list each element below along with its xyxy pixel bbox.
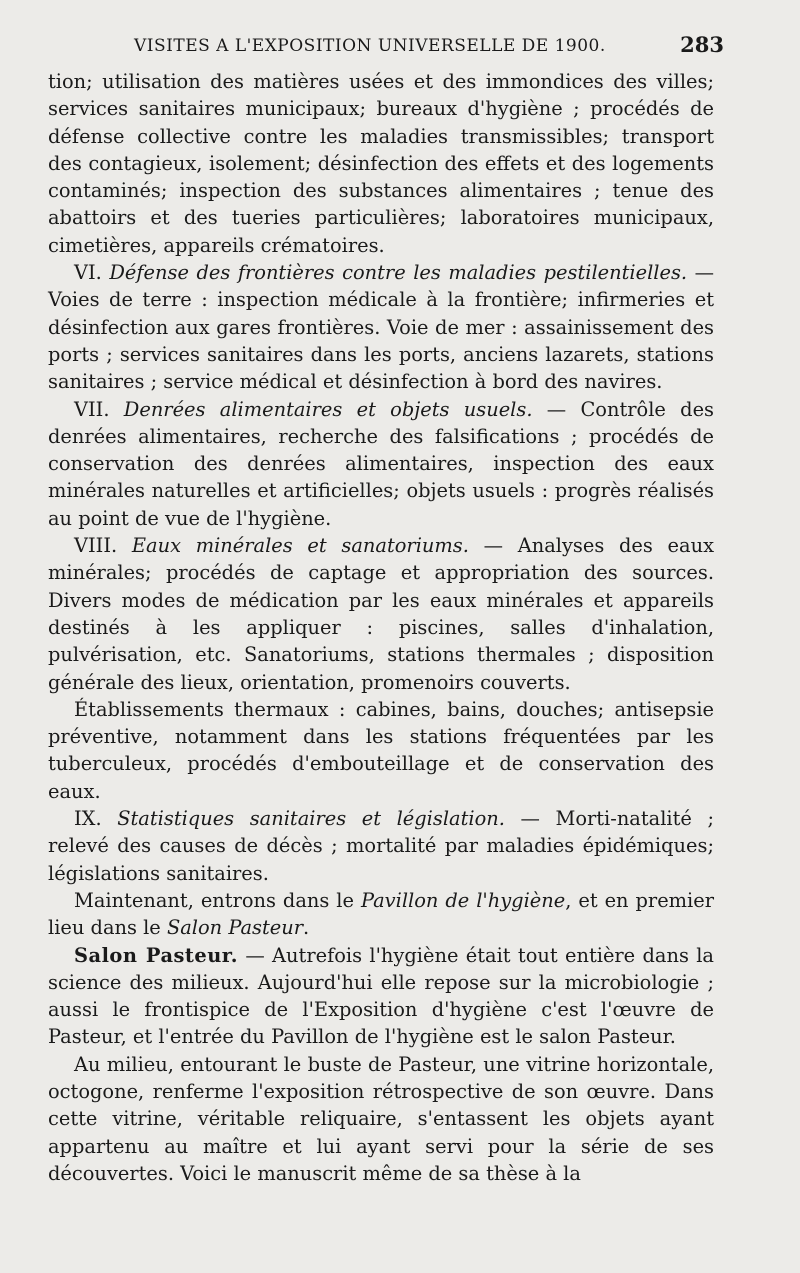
section-text: — Autrefois l'hygiène était tout entière dans la science des milieux. Aujourd'hui elle repose sur la microbiologie ; aussi le frontispice de l'Exposition d'hygiène c'est l'œuvre de Pasteur, et l'entrée du Pavillon de l'hygiène est le salon Pasteur. <box>48 943 714 1049</box>
section-title: Défense des frontières contre les maladies pestilentielles. <box>109 261 688 285</box>
paragraph-vitrine: Au milieu, entourant le buste de Pasteur, une vitrine horizontale, octogone, renferme l'exposition rétrospective de son œuvre. Dans cette vitrine, véritable reliquaire, s'entassent les objets ayant appartenu au maître et lui ayant servi pour la série de ses découvertes. Voici le manuscrit même de sa thèse à la <box>48 1052 714 1185</box>
page-number: 283 <box>680 32 724 57</box>
paragraph-section-vi <box>48 259 714 395</box>
paragraph-salon-pasteur <box>48 942 714 1051</box>
section-title: Eaux minérales et sanatoriums. <box>131 534 469 558</box>
section-text: — Morti-natalité ; relevé des causes de décès ; mortalité par maladies épidémiques; législations sanitaires. <box>48 807 714 885</box>
text-run: . <box>303 916 310 940</box>
italic-run: Salon Pasteur <box>166 916 304 940</box>
paragraph-section-ix <box>48 805 714 887</box>
paragraph-maintenant <box>48 887 714 942</box>
paragraph-continued: tion; utilisation des matières usées et des immondices des villes; services sanitaires municipaux; bureaux d'hygiène ; procédés de défense collective contre les maladies transmissibles; transport des contagieux, isolement; désinfection des effets et des logements contaminés; inspection des substances alimentaires ; tenue des abattoirs et des tueries particulières; laboratoires municipaux, cimetières, appareils crématoires. <box>48 70 714 257</box>
section-number: VII. <box>74 397 110 421</box>
section-number: VI. <box>74 261 102 285</box>
section-title: Denrées alimentaires et objets usuels. <box>123 397 533 421</box>
section-text: — Analyses des eaux minérales; procédés de captage et appropriation des sources. Divers modes de médication par les eaux minérales et appareils destinés à les appliquer : piscines, salles d'inhalation, pulvérisation, etc. Sanatoriums, stations thermales ; disposition générale des lieux, orientation, promenoirs couverts. <box>48 534 715 694</box>
page-header <box>48 32 724 62</box>
body-text <box>48 68 714 1187</box>
section-title: Statistiques sanitaires et législation. <box>117 807 505 831</box>
italic-run: Pavillon de l'hygiène <box>360 888 566 912</box>
running-title: VISITES A L'EXPOSITION UNIVERSELLE DE 1900. <box>134 36 606 56</box>
paragraph-section-vii <box>48 396 714 532</box>
section-text: — Contrôle des denrées alimentaires, recherche des falsifications ; procédés de conservation des denrées alimentaires, inspection des eaux minérales naturelles et artificielles; objets usuels : progrès réalisés au point de vue de l'hygiène. <box>48 397 714 530</box>
section-number: IX. <box>74 807 102 831</box>
bold-lead: Salon Pasteur. <box>74 943 238 967</box>
section-text: — Voies de terre : inspection médicale à la frontière; infirmeries et désinfection aux gares frontières. Voie de mer : assainissement des ports ; services sanitaires dans les ports, anciens lazarets, stations sanitaires ; service médical et désinfection à bord des navires. <box>48 261 714 394</box>
paragraph-section-viii <box>48 532 714 696</box>
text-run: Maintenant, entrons dans le <box>74 888 361 912</box>
paragraph-etablissements: Établissements thermaux : cabines, bains, douches; antisepsie préventive, notamment dans les stations fréquentées par les tuberculeux, procédés d'embouteillage et de conservation des eaux. <box>48 697 714 803</box>
text-run: , et en premier lieu dans le <box>48 888 714 940</box>
section-number: VIII. <box>74 534 118 558</box>
